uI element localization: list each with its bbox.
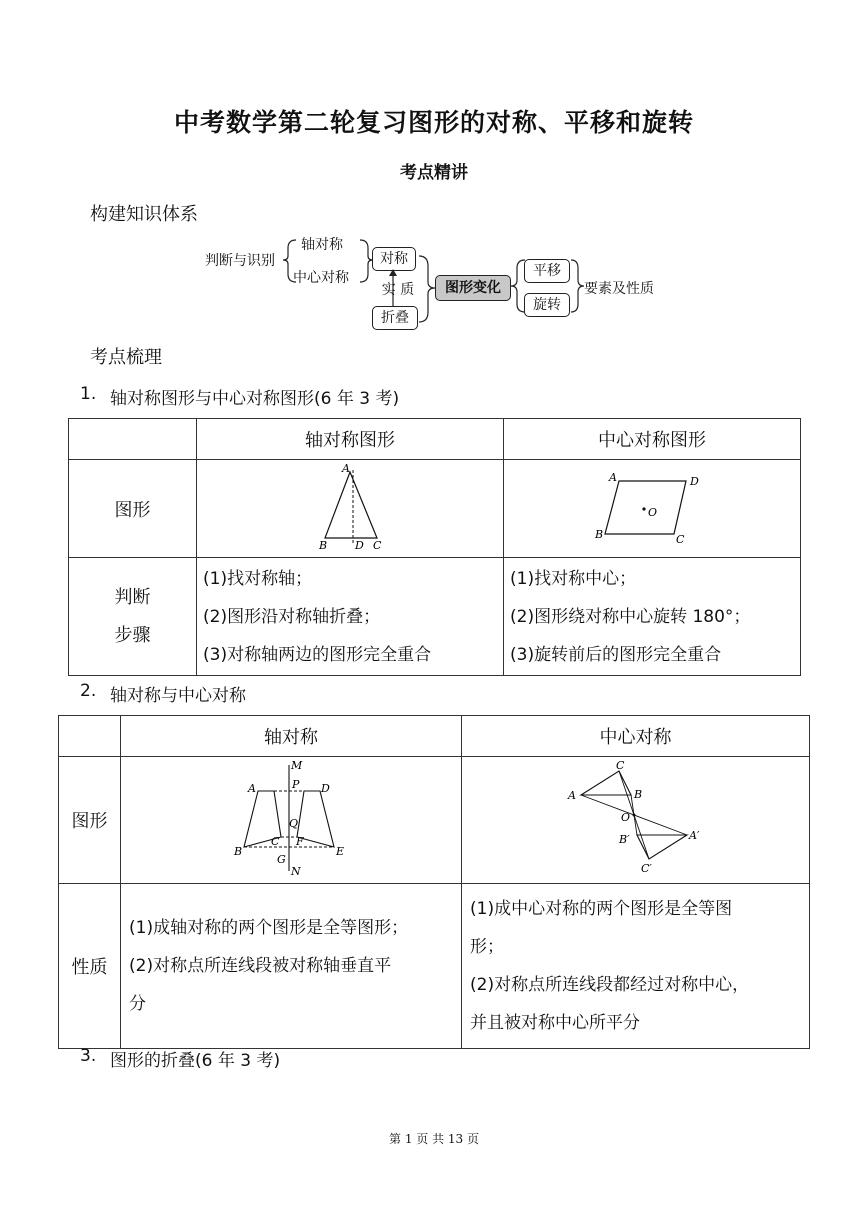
diagram-box-sym: 对称 bbox=[372, 247, 416, 271]
label-D: D bbox=[355, 539, 364, 552]
diagram-box-translate: 平移 bbox=[524, 259, 570, 283]
label-D: D bbox=[321, 781, 330, 795]
center-step-1: (1)找对称中心； bbox=[510, 568, 637, 589]
label-C: C bbox=[676, 533, 685, 546]
section-heading-sort: 考点梳理 bbox=[90, 347, 162, 368]
label-A: A bbox=[342, 462, 350, 475]
center-step-3: (3)旋转前后的图形完全重合 bbox=[510, 644, 722, 665]
center-prop-2-cont: 并且被对称中心所平分 bbox=[470, 1013, 640, 1033]
table2-axis-figure bbox=[121, 757, 462, 884]
center-step-2: (2)图形绕对称中心旋转 180°； bbox=[510, 606, 751, 627]
table2-corner bbox=[59, 716, 121, 757]
section-2-number: 2. bbox=[80, 681, 97, 701]
table1-center-figure bbox=[504, 460, 801, 558]
diagram-box-rotate: 旋转 bbox=[524, 293, 570, 317]
label-O: O bbox=[620, 810, 630, 824]
label-A-prime: A′ bbox=[688, 828, 699, 842]
diagram-judge: 判断与识别 bbox=[205, 253, 275, 269]
section-3-number: 3. bbox=[80, 1046, 97, 1066]
axis-step-2: (2)图形沿对称轴折叠； bbox=[203, 606, 381, 627]
table2-row-figure-label: 图形 bbox=[59, 757, 121, 884]
section-heading-build: 构建知识体系 bbox=[90, 204, 198, 225]
diagram-axis-sym: 轴对称 bbox=[301, 237, 343, 253]
label-C: C bbox=[615, 758, 624, 772]
table2-center-figure bbox=[462, 757, 810, 884]
label-O: O bbox=[648, 506, 658, 519]
table1-row-steps-label bbox=[69, 558, 197, 676]
parallelogram-figure bbox=[592, 466, 712, 546]
table1-center-steps bbox=[504, 558, 801, 676]
section-1-number: 1. bbox=[80, 384, 97, 404]
label-B: B bbox=[234, 844, 243, 858]
table1-axis-steps bbox=[197, 558, 504, 676]
label-M: M bbox=[291, 758, 303, 772]
table2-header-axis: 轴对称 bbox=[121, 716, 462, 757]
table1-header-center: 中心对称图形 bbox=[504, 419, 801, 460]
label-C: C bbox=[271, 834, 280, 848]
center-prop-1: (1)成中心对称的两个图形是全等图 bbox=[470, 899, 733, 919]
axis-prop-2-cont: 分 bbox=[129, 994, 146, 1014]
label-A: A bbox=[248, 781, 256, 795]
table-symmetry-properties bbox=[58, 715, 810, 1049]
label-P: P bbox=[292, 777, 300, 791]
label-E: E bbox=[336, 844, 345, 858]
table2-center-properties bbox=[462, 884, 810, 1049]
label-B: B bbox=[319, 539, 328, 552]
label-N: N bbox=[291, 864, 301, 877]
table1-axis-figure bbox=[197, 460, 504, 558]
center-prop-2: (2)对称点所连线段都经过对称中心， bbox=[470, 975, 750, 995]
label-G: G bbox=[277, 852, 286, 866]
table1-corner bbox=[69, 419, 197, 460]
label-B-prime: B′ bbox=[618, 832, 630, 846]
label-C-prime: C′ bbox=[640, 861, 652, 875]
center-symmetry-figure bbox=[561, 759, 711, 877]
label-Q: Q bbox=[289, 816, 299, 830]
label-B: B bbox=[633, 787, 642, 801]
page-title: 中考数学第二轮复习图形的对称、平移和旋转 bbox=[173, 108, 694, 137]
page-footer: 第 1 页 共 13 页 bbox=[389, 1132, 479, 1146]
section-3-title: 图形的折叠(6 年 3 考) bbox=[110, 1051, 281, 1071]
center-prop-1-cont: 形； bbox=[470, 937, 504, 957]
label-B: B bbox=[595, 528, 604, 541]
table2-header-center: 中心对称 bbox=[462, 716, 810, 757]
page-subtitle: 考点精讲 bbox=[400, 163, 468, 183]
label-A: A bbox=[567, 788, 576, 802]
axis-step-1: (1)找对称轴； bbox=[203, 568, 313, 589]
axis-symmetry-figure bbox=[226, 759, 356, 877]
section-1-title: 轴对称图形与中心对称图形(6 年 3 考) bbox=[110, 389, 400, 409]
axis-prop-1: (1)成轴对称的两个图形是全等图形； bbox=[129, 918, 409, 938]
label-judge: 判断 bbox=[114, 586, 151, 608]
isosceles-triangle-figure bbox=[305, 460, 395, 552]
label-steps: 步骤 bbox=[114, 624, 151, 646]
table2-axis-properties bbox=[121, 884, 462, 1049]
label-C: C bbox=[373, 539, 382, 552]
label-D: D bbox=[690, 475, 699, 488]
table2-row-property-label: 性质 bbox=[59, 884, 121, 1049]
axis-step-3: (3)对称轴两边的图形完全重合 bbox=[203, 644, 432, 665]
diagram-elements: 要素及性质 bbox=[584, 281, 654, 297]
diagram-center-sym: 中心对称 bbox=[293, 270, 349, 286]
label-A: A bbox=[609, 471, 617, 484]
table1-row-figure-label: 图形 bbox=[69, 460, 197, 558]
table-symmetric-figures bbox=[68, 418, 801, 676]
label-F: F bbox=[296, 834, 304, 848]
diagram-box-transform: 图形变化 bbox=[435, 275, 511, 301]
diagram-essence: 实 质 bbox=[381, 282, 415, 298]
diagram-box-fold: 折叠 bbox=[372, 306, 418, 330]
section-2-title: 轴对称与中心对称 bbox=[110, 686, 246, 706]
table1-header-axis: 轴对称图形 bbox=[197, 419, 504, 460]
axis-prop-2: (2)对称点所连线段被对称轴垂直平 bbox=[129, 956, 392, 976]
